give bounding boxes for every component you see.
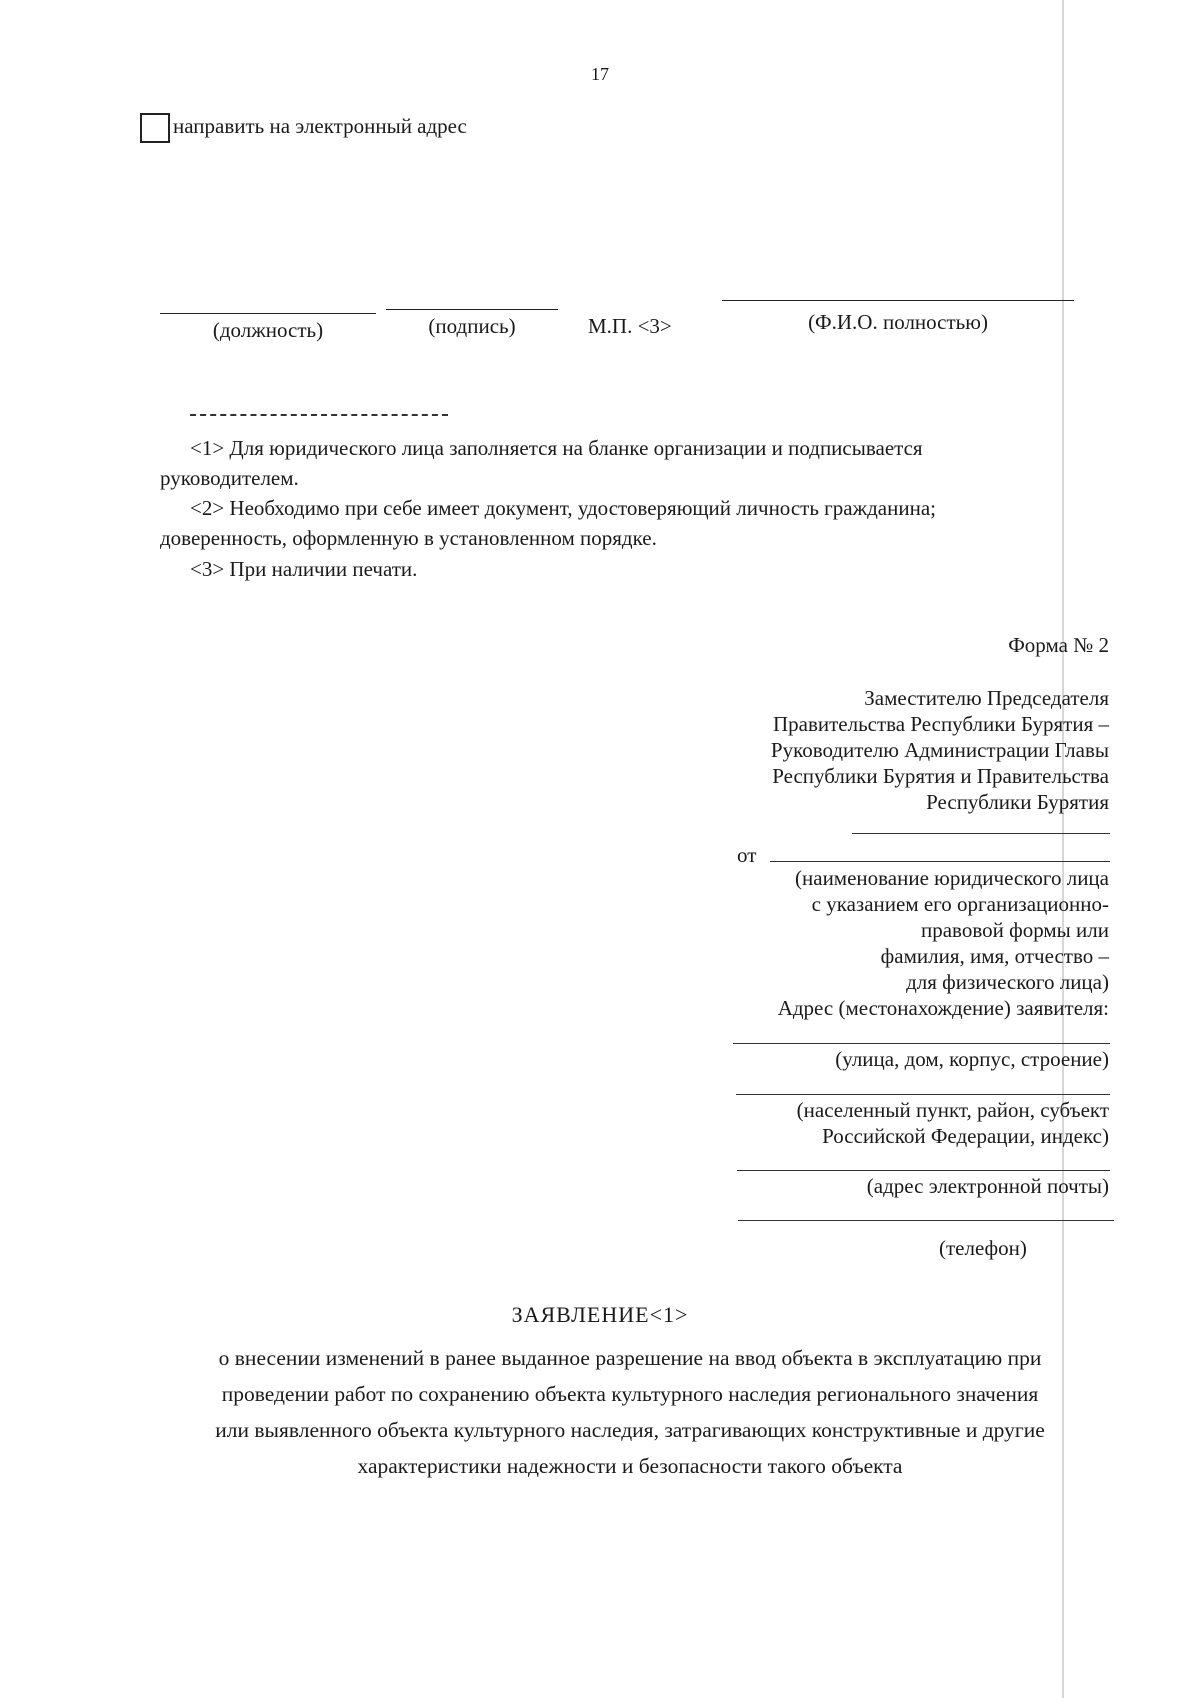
position-line[interactable]	[160, 313, 376, 314]
email-hint: (адрес электронной почты)	[866, 1174, 1109, 1198]
email-delivery-checkbox[interactable]	[140, 113, 170, 143]
email-line[interactable]	[737, 1170, 1110, 1171]
signature-caption: (подпись)	[428, 314, 516, 338]
statement-line-3: или выявленного объекта культурного наследия, затрагивающих конструктивные и другие	[215, 1418, 1045, 1442]
applicant-name-line[interactable]	[770, 861, 1110, 862]
addressee-line-5: Республики Бурятия	[926, 790, 1109, 814]
phone-line[interactable]	[738, 1220, 1114, 1221]
addressee-line-4: Республики Бурятия и Правительства	[772, 764, 1109, 788]
footnote-2-line-1: <2> Необходимо при себе имеет документ, удостоверяющий личность гражданина;	[190, 496, 936, 520]
full-name-caption: (Ф.И.О. полностью)	[808, 310, 988, 334]
statement-line-2: проведении работ по сохранению объекта культурного наследия регионального значения	[221, 1382, 1039, 1406]
scan-artifact-line	[1062, 0, 1064, 1698]
from-label: от	[737, 843, 757, 867]
applicant-hint-5: для физического лица)	[906, 970, 1109, 994]
footnote-1-line-2: руководителем.	[160, 466, 299, 490]
addressee-line-3: Руководителю Администрации Главы	[770, 738, 1109, 762]
statement-line-1: о внесении изменений в ранее выданное разрешение на ввод объекта в эксплуатацию при	[218, 1346, 1042, 1370]
addressee-line-2: Правительства Республики Бурятия –	[772, 712, 1109, 736]
applicant-hint-2: с указанием его организационно-	[811, 892, 1109, 916]
phone-hint: (телефон)	[939, 1236, 1027, 1260]
locality-hint-1: (населенный пункт, район, субъект	[796, 1098, 1109, 1122]
page-number: 17	[591, 64, 609, 84]
addressee-line-1: Заместителю Председателя	[864, 686, 1109, 710]
applicant-hint-3: правовой формы или	[921, 918, 1109, 942]
locality-line[interactable]	[736, 1094, 1110, 1095]
statement-line-4: характеристики надежности и безопасности такого объекта	[357, 1454, 903, 1478]
street-hint: (улица, дом, корпус, строение)	[835, 1047, 1109, 1071]
form-number: Форма № 2	[1008, 633, 1109, 657]
applicant-hint-1: (наименование юридического лица	[795, 866, 1109, 890]
full-name-line[interactable]	[722, 300, 1074, 301]
footnote-separator	[190, 414, 448, 416]
applicant-hint-4: фамилия, имя, отчество –	[880, 944, 1109, 968]
footnote-1-line-1: <1> Для юридического лица заполняется на бланке организации и подписывается	[190, 436, 923, 460]
footnote-2-line-2: доверенность, оформленную в установленном порядке.	[160, 526, 657, 550]
addressee-blank-line[interactable]	[852, 833, 1110, 834]
street-line[interactable]	[733, 1043, 1110, 1044]
footnote-3: <3> При наличии печати.	[190, 557, 418, 581]
email-delivery-label: направить на электронный адрес	[173, 114, 467, 138]
stamp-caption: М.П. <3>	[588, 314, 672, 338]
signature-line[interactable]	[386, 309, 558, 310]
position-caption: (должность)	[212, 318, 324, 342]
address-label: Адрес (местонахождение) заявителя:	[777, 996, 1109, 1020]
statement-title: ЗАЯВЛЕНИЕ<1>	[511, 1302, 689, 1327]
locality-hint-2: Российской Федерации, индекс)	[822, 1124, 1109, 1148]
